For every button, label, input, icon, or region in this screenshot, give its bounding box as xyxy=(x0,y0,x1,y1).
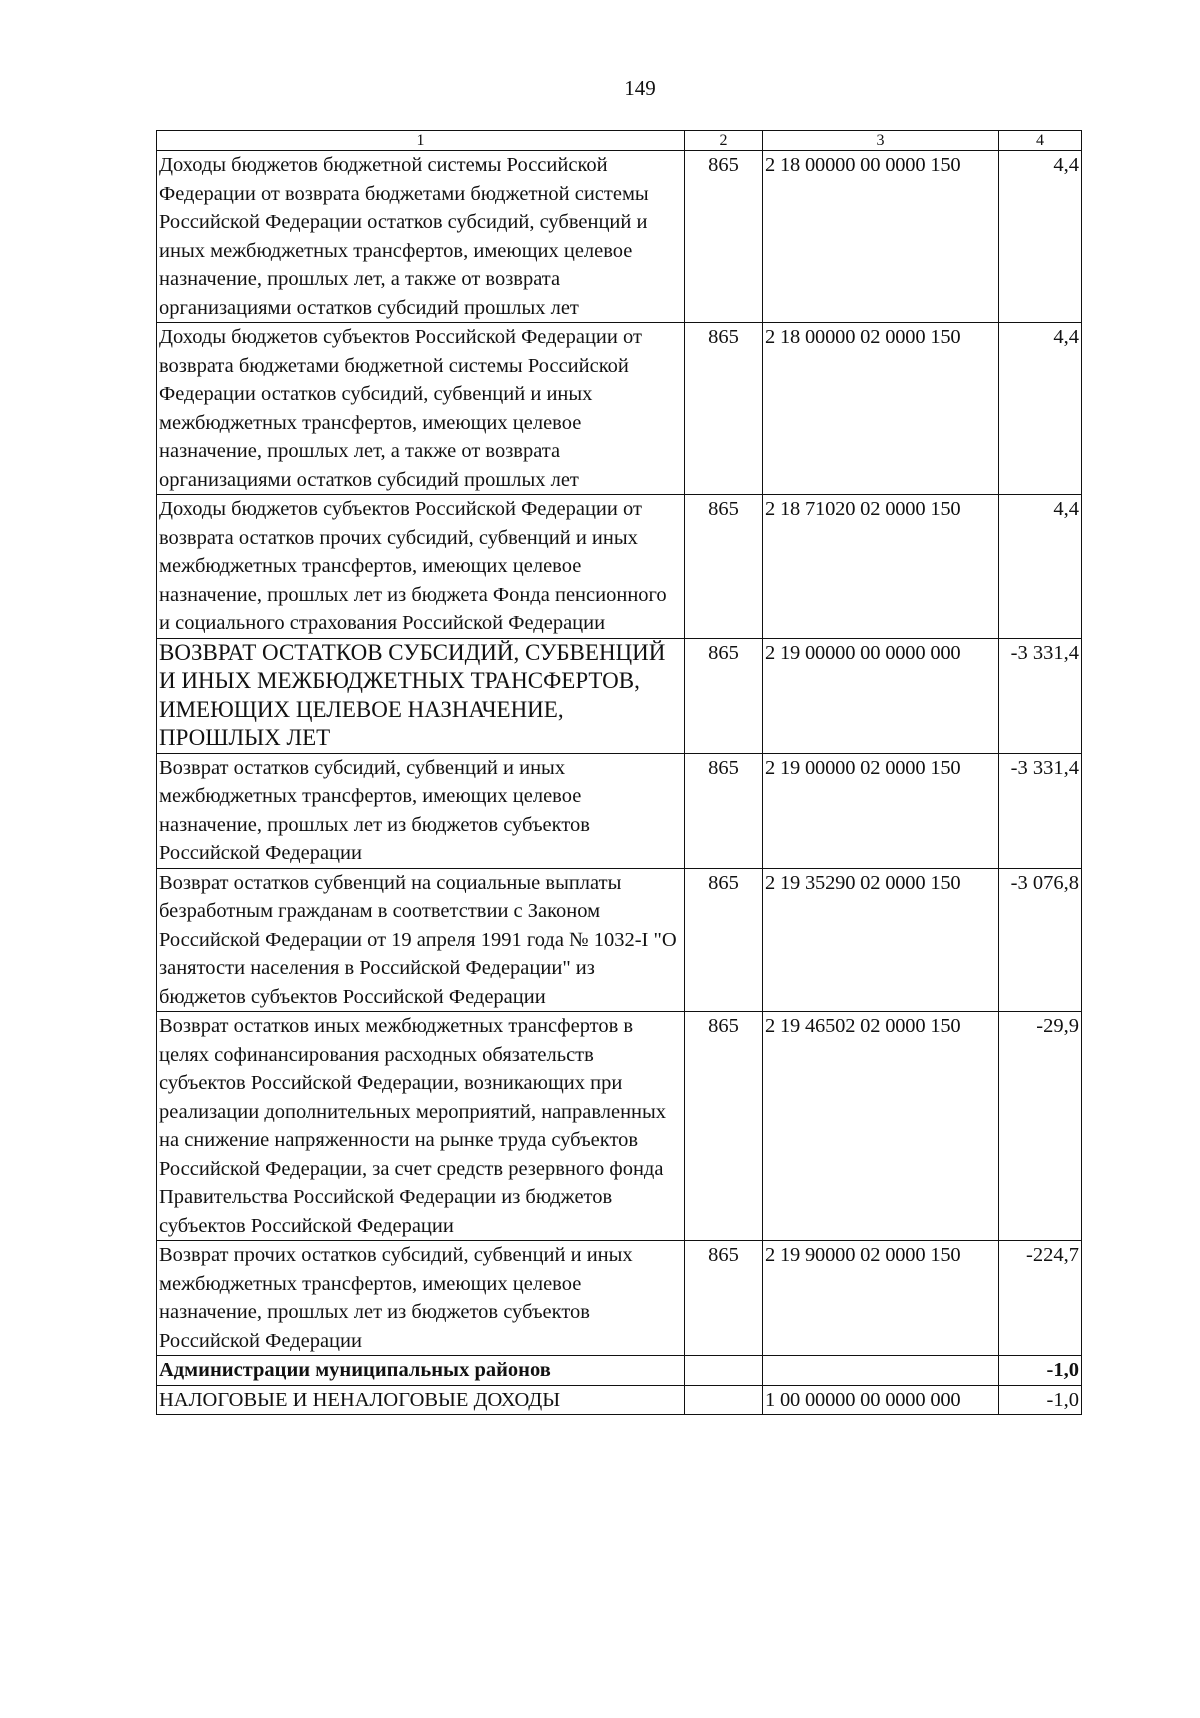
row-name-cell: Администрации муниципальных районов xyxy=(157,1356,685,1386)
row-code-cell: 2 19 00000 02 0000 150 xyxy=(763,753,999,868)
row-code-cell xyxy=(763,1356,999,1386)
table-row xyxy=(157,495,1082,639)
table-row xyxy=(157,753,1082,868)
row-name-cell: Доходы бюджетов субъектов Российской Федерации от возврата остатков прочих субсидий, субвенций и иных межбюджетных трансфертов, имеющих целевое назначение, прошлых лет из бюджета Фонда пенсионного и социального страхования Российской Федерации xyxy=(157,495,685,639)
row-admin-cell: 865 xyxy=(685,151,763,323)
row-admin-cell: 865 xyxy=(685,323,763,495)
row-value-cell: -29,9 xyxy=(999,1012,1082,1241)
row-value-cell: -3 331,4 xyxy=(999,753,1082,868)
row-name-cell: Доходы бюджетов бюджетной системы Российской Федерации от возврата бюджетами бюджетной системы Российской Федерации остатков субсидий, субвенций и иных межбюджетных трансфертов, имеющих целевое назначение, прошлых лет, а также от возврата организациями остатков субсидий прошлых лет xyxy=(157,151,685,323)
row-code-cell: 2 19 90000 02 0000 150 xyxy=(763,1241,999,1356)
row-admin-cell: 865 xyxy=(685,1012,763,1241)
row-value-cell: -224,7 xyxy=(999,1241,1082,1356)
row-value-cell: 4,4 xyxy=(999,151,1082,323)
row-code-cell: 2 19 46502 02 0000 150 xyxy=(763,1012,999,1241)
table-row-section-heading xyxy=(157,638,1082,753)
column-header-admin: 2 xyxy=(685,131,763,151)
table-row xyxy=(157,323,1082,495)
row-admin-cell: 865 xyxy=(685,753,763,868)
column-header-name: 1 xyxy=(157,131,685,151)
table-header-row xyxy=(157,131,1082,151)
row-value-cell: -1,0 xyxy=(999,1356,1082,1386)
row-code-cell: 2 18 71020 02 0000 150 xyxy=(763,495,999,639)
table-row xyxy=(157,1241,1082,1356)
row-value-cell: 4,4 xyxy=(999,323,1082,495)
row-name-cell: Возврат прочих остатков субсидий, субвенций и иных межбюджетных трансфертов, имеющих целевое назначение, прошлых лет из бюджетов субъектов Российской Федерации xyxy=(157,1241,685,1356)
row-name-cell: Доходы бюджетов субъектов Российской Федерации от возврата бюджетами бюджетной системы Российской Федерации остатков субсидий, субвенций и иных межбюджетных трансфертов, имеющих целевое назначение, прошлых лет, а также от возврата организациями остатков субсидий прошлых лет xyxy=(157,323,685,495)
row-name-cell: Возврат остатков субвенций на социальные выплаты безработным гражданам в соответствии с Законом Российской Федерации от 19 апреля 1991 года № 1032-I "О занятости населения в Российской Федерации" из бюджетов субъектов Российской Федерации xyxy=(157,868,685,1012)
row-value-cell: 4,4 xyxy=(999,495,1082,639)
row-name-cell: Возврат остатков иных межбюджетных трансфертов в целях софинансирования расходных обязательств субъектов Российской Федерации, возникающих при реализации дополнительных мероприятий, направленных на снижение напряженности на рынке труда субъектов Российской Федерации, за счет средств резервного фонда Правительства Российской Федерации из бюджетов субъектов Российской Федерации xyxy=(157,1012,685,1241)
table-row xyxy=(157,868,1082,1012)
row-admin-cell xyxy=(685,1385,763,1415)
table-row-administrator xyxy=(157,1356,1082,1386)
table-row xyxy=(157,1385,1082,1415)
row-code-cell: 2 18 00000 00 0000 150 xyxy=(763,151,999,323)
row-name-cell: НАЛОГОВЫЕ И НЕНАЛОГОВЫЕ ДОХОДЫ xyxy=(157,1385,685,1415)
row-admin-cell xyxy=(685,1356,763,1386)
row-value-cell: -1,0 xyxy=(999,1385,1082,1415)
table-row xyxy=(157,1012,1082,1241)
row-admin-cell: 865 xyxy=(685,868,763,1012)
row-name-cell: ВОЗВРАТ ОСТАТКОВ СУБСИДИЙ, СУБВЕНЦИЙ И ИНЫХ МЕЖБЮДЖЕТНЫХ ТРАНСФЕРТОВ, ИМЕЮЩИХ ЦЕЛЕВОЕ НАЗНАЧЕНИЕ, ПРОШЛЫХ ЛЕТ xyxy=(157,638,685,753)
row-code-cell: 2 18 00000 02 0000 150 xyxy=(763,323,999,495)
row-code-cell: 2 19 00000 00 0000 000 xyxy=(763,638,999,753)
table-row xyxy=(157,151,1082,323)
budget-revenue-table xyxy=(156,130,1082,1415)
row-admin-cell: 865 xyxy=(685,1241,763,1356)
row-code-cell: 1 00 00000 00 0000 000 xyxy=(763,1385,999,1415)
column-header-code: 3 xyxy=(763,131,999,151)
row-admin-cell: 865 xyxy=(685,638,763,753)
row-code-cell: 2 19 35290 02 0000 150 xyxy=(763,868,999,1012)
row-name-cell: Возврат остатков субсидий, субвенций и иных межбюджетных трансфертов, имеющих целевое назначение, прошлых лет из бюджетов субъектов Российской Федерации xyxy=(157,753,685,868)
column-header-value: 4 xyxy=(999,131,1082,151)
page-number: 149 xyxy=(624,76,656,100)
row-value-cell: -3 076,8 xyxy=(999,868,1082,1012)
row-value-cell: -3 331,4 xyxy=(999,638,1082,753)
row-admin-cell: 865 xyxy=(685,495,763,639)
